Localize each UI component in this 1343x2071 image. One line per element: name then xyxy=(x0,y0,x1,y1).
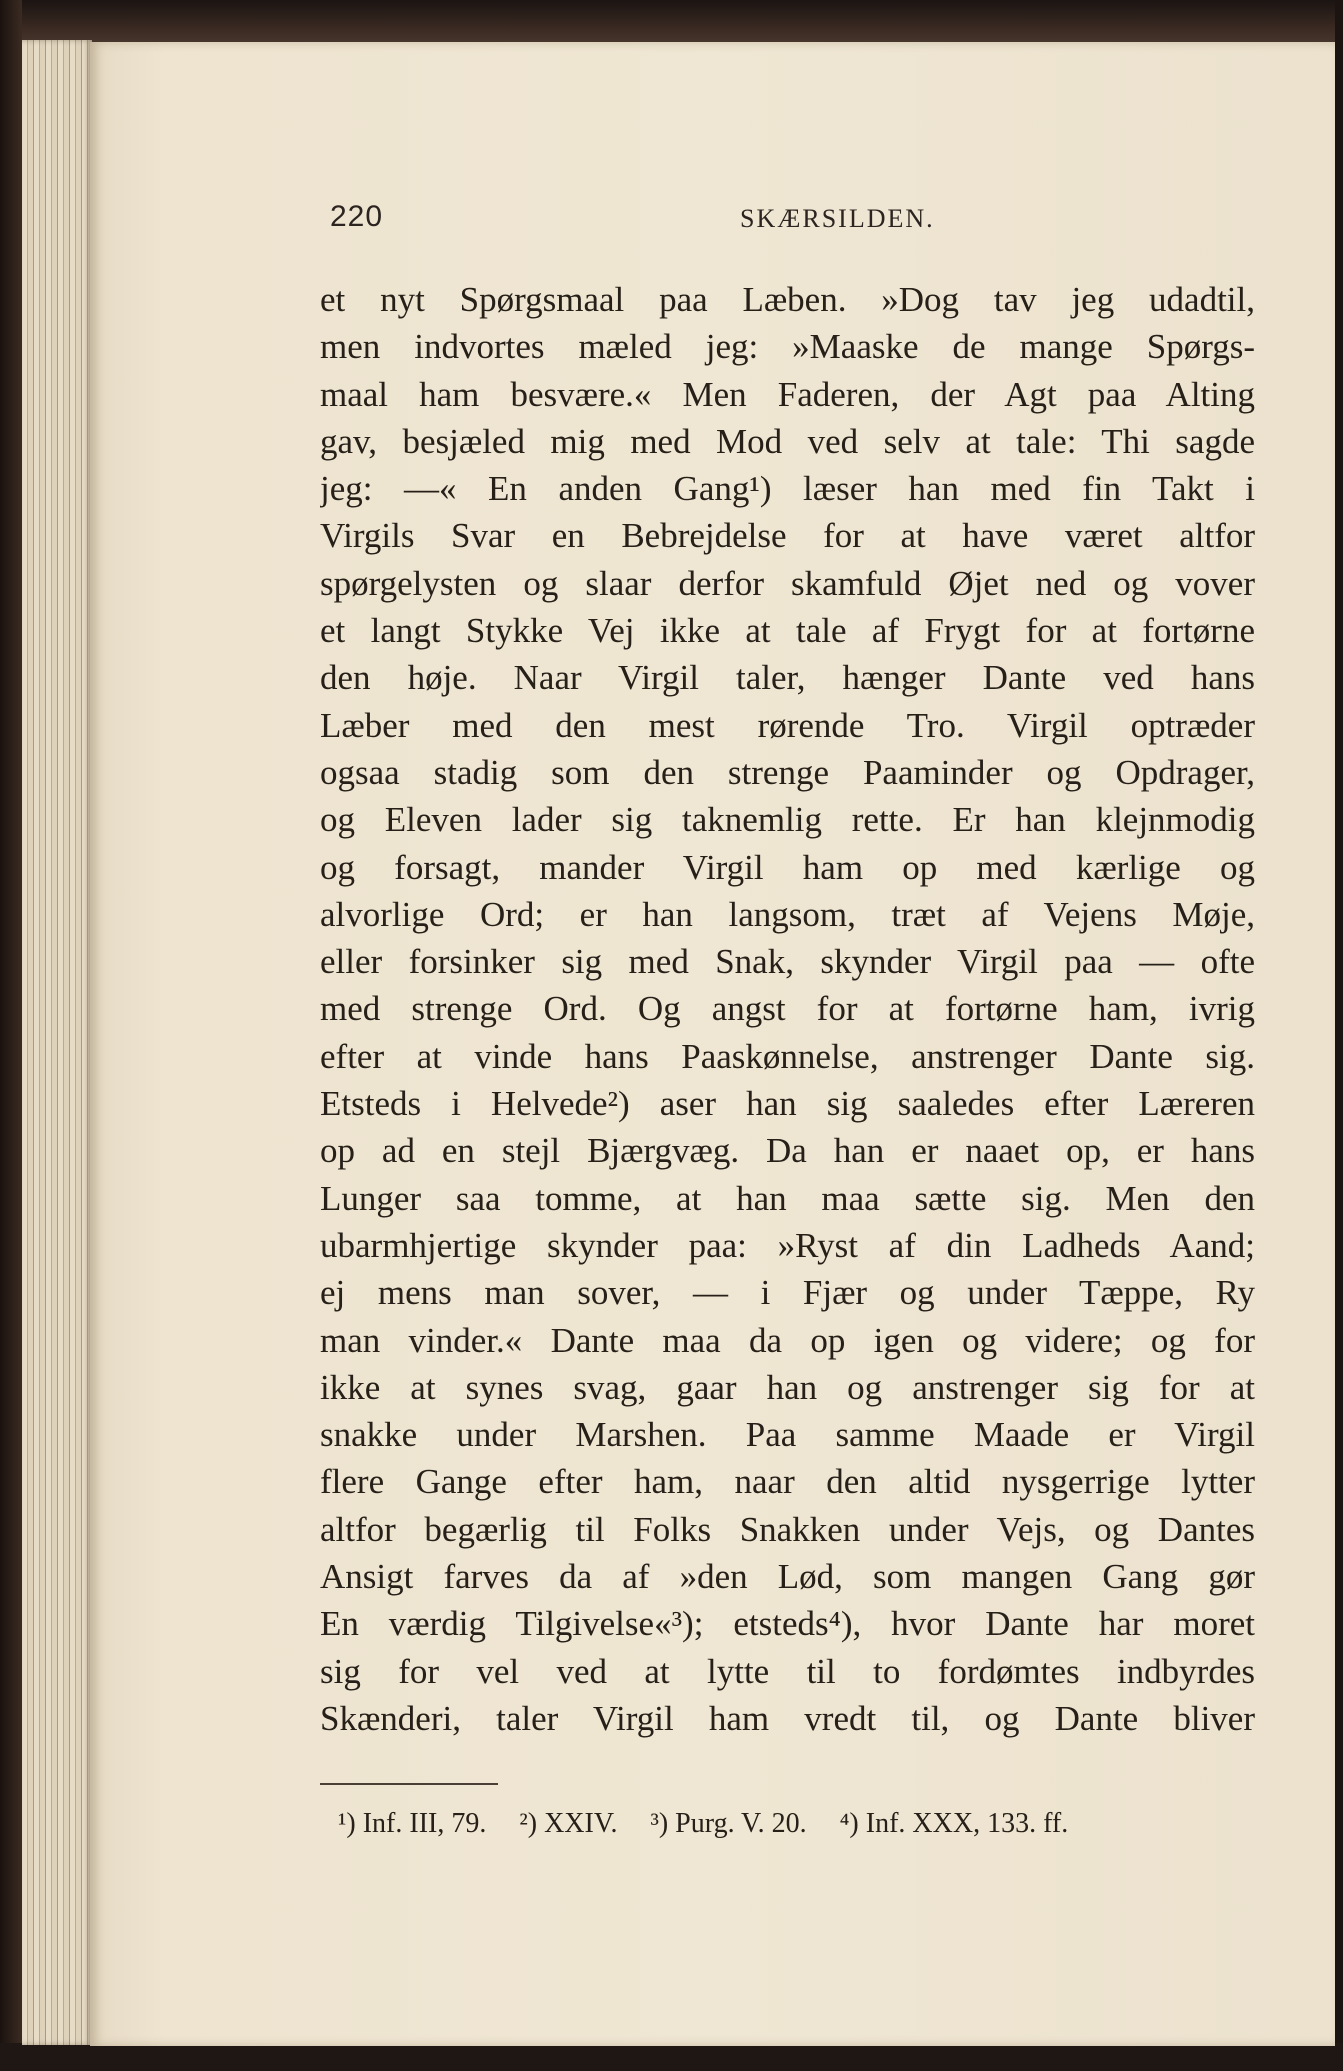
text-line: og Eleven lader sig taknemlig rette. Er han klejnmodig xyxy=(320,800,1255,840)
text-line: jeg: —« En anden Gang¹) læser han med fin Takt i xyxy=(320,469,1255,509)
text-line: op ad en stejl Bjærgvæg. Da han er naaet op, er hans xyxy=(320,1131,1255,1171)
text-line: ej mens man sover, — i Fjær og under Tæppe, Ry xyxy=(320,1273,1255,1313)
text-line: Skænderi, taler Virgil ham vredt til, og Dante bliver xyxy=(320,1698,1255,1738)
text-line: eller forsinker sig med Snak, skynder Virgil paa — ofte xyxy=(320,942,1255,982)
scan-background-right xyxy=(1335,0,1343,2071)
text-line: et nyt Spørgsmaal paa Læben. »Dog tav jeg udadtil, xyxy=(320,280,1255,319)
text-line: man vinder.« Dante maa da op igen og videre; og for xyxy=(320,1320,1255,1360)
text-line: ikke at synes svag, gaar han og anstrenger sig for at xyxy=(320,1367,1255,1407)
text-line: flere Gange efter ham, naar den altid nysgerrige lytter xyxy=(320,1462,1255,1502)
text-line: Etsteds i Helvede²) aser han sig saaledes efter Læreren xyxy=(320,1084,1255,1124)
footnote-3: ³) Purg. V. 20. xyxy=(650,1808,807,1839)
footnotes xyxy=(338,1808,1094,1840)
scan-background-bottom xyxy=(0,2043,1343,2071)
text-line: ubarmhjertige skynder paa: »Ryst af din Ladheds Aand; xyxy=(320,1225,1255,1265)
running-title: SKÆRSILDEN. xyxy=(740,204,935,233)
text-line: Læber med den mest rørende Tro. Virgil optræder xyxy=(320,705,1255,745)
text-line: alvorlige Ord; er han langsom, træt af Vejens Møje, xyxy=(320,894,1255,934)
text-line: gav, besjæled mig med Mod ved selv at tale: Thi sagde xyxy=(320,421,1255,461)
scan-background-left xyxy=(0,0,22,2071)
text-line: ogsaa stadig som den strenge Paaminder og Opdrager, xyxy=(320,752,1255,792)
text-line: et langt Stykke Vej ikke at tale af Frygt for at fortørne xyxy=(320,611,1255,651)
text-line: maal ham besvære.« Men Faderen, der Agt paa Alting xyxy=(320,374,1255,414)
text-line: spørgelysten og slaar derfor skamfuld Øjet ned og vover xyxy=(320,563,1255,603)
footnote-divider xyxy=(320,1783,498,1785)
text-line: En værdig Tilgivelse«³); etsteds⁴), hvor Dante har moret xyxy=(320,1604,1255,1644)
body-text xyxy=(320,276,1255,1742)
text-line: med strenge Ord. Og angst for at fortørne ham, ivrig xyxy=(320,989,1255,1029)
text-line: altfor begærlig til Folks Snakken under Vejs, og Dantes xyxy=(320,1509,1255,1549)
text-line: den høje. Naar Virgil taler, hænger Dante ved hans xyxy=(320,658,1255,698)
footnote-4: ⁴) Inf. XXX, 133. ff. xyxy=(839,1808,1069,1839)
text-line: efter at vinde hans Paaskønnelse, anstrenger Dante sig. xyxy=(320,1036,1255,1076)
footnote-2: ²) XXIV. xyxy=(519,1808,618,1839)
text-line: Lunger saa tomme, at han maa sætte sig. Men den xyxy=(320,1178,1255,1218)
page-edges xyxy=(22,40,92,2045)
page-number: 220 xyxy=(330,200,384,233)
text-line: men indvortes mæled jeg: »Maaske de mange Spørgs- xyxy=(320,327,1255,367)
scan-background-top xyxy=(0,0,1343,48)
text-line: sig for vel ved at lytte til to fordømtes indbyrdes xyxy=(320,1651,1255,1691)
text-line: snakke under Marshen. Paa samme Maade er Virgil xyxy=(320,1415,1255,1455)
text-line: og forsagt, mander Virgil ham op med kærlige og xyxy=(320,847,1255,887)
text-line: Ansigt farves da af »den Lød, som mangen Gang gør xyxy=(320,1557,1255,1597)
text-line: Virgils Svar en Bebrejdelse for at have været altfor xyxy=(320,516,1255,556)
footnote-1: ¹) Inf. III, 79. xyxy=(338,1808,487,1839)
